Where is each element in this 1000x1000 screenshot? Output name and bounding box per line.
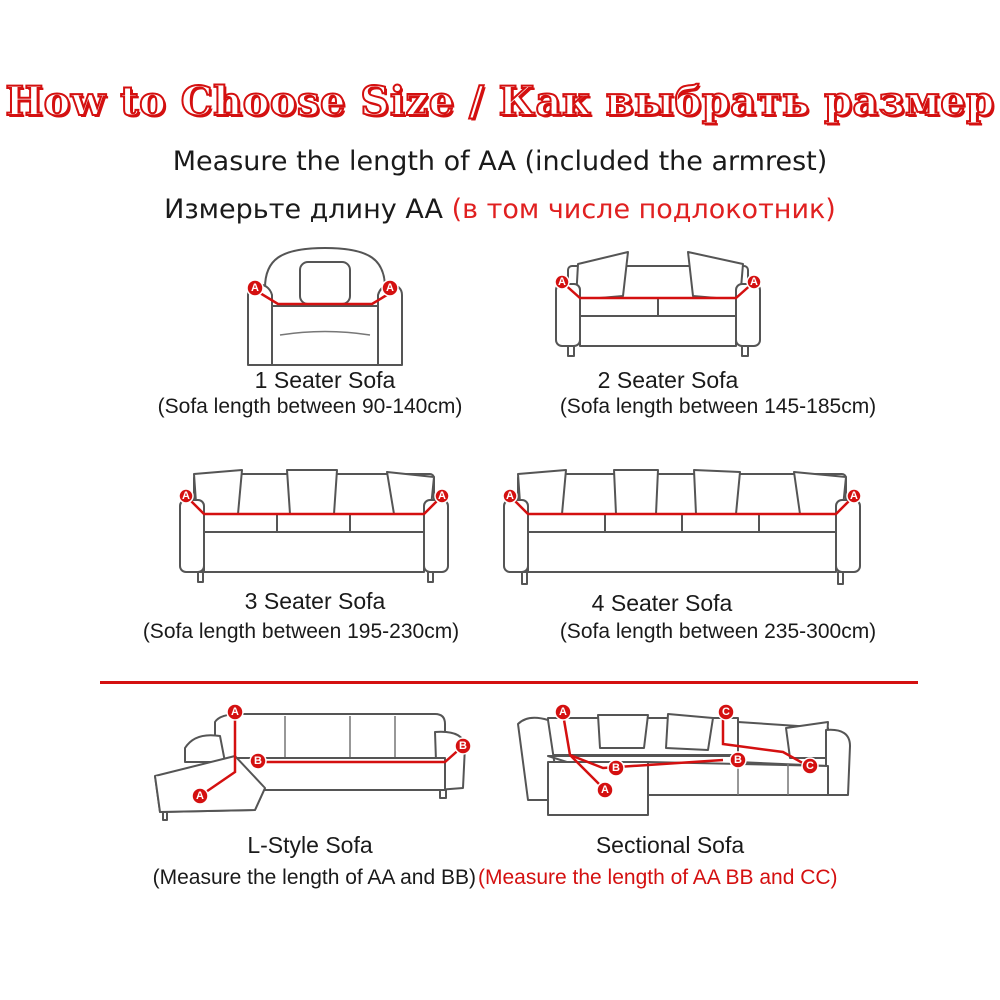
svg-text:B: B: [734, 754, 742, 766]
svg-text:C: C: [806, 760, 814, 772]
sofa-range-2-seater: (Sofa length between 145-185cm): [559, 395, 877, 418]
one-seater-sofa-illustration: [240, 240, 410, 375]
sofa-range-3-seater: (Sofa length between 195-230cm): [142, 620, 460, 643]
svg-text:A: A: [850, 490, 858, 502]
sofa-name-1-seater: 1 Seater Sofa: [254, 367, 396, 393]
sofa-range-4-seater: (Sofa length between 235-300cm): [559, 620, 877, 643]
svg-text:A: A: [251, 282, 259, 294]
svg-text:A: A: [601, 784, 609, 796]
svg-text:A: A: [750, 276, 758, 288]
sofa-name-4-seater: 4 Seater Sofa: [591, 590, 733, 616]
svg-text:C: C: [722, 706, 730, 718]
section-divider: [100, 681, 918, 684]
sofa-range-l-style: (Measure the length of AA and BB): [152, 866, 476, 889]
svg-text:A: A: [182, 490, 190, 502]
svg-text:B: B: [459, 740, 467, 752]
sofa-range-1-seater: (Sofa length between 90-140cm): [157, 395, 463, 418]
svg-text:A: A: [438, 490, 446, 502]
l-style-sofa-illustration: [145, 700, 480, 825]
svg-text:A: A: [386, 282, 394, 294]
svg-text:A: A: [231, 706, 239, 718]
sofa-name-3-seater: 3 Seater Sofa: [244, 588, 386, 614]
instruction-russian-highlight: (в том числе подлокотник): [451, 194, 836, 225]
two-seater-sofa-illustration: [548, 244, 768, 364]
four-seater-sofa-illustration: [496, 462, 868, 590]
page-title: How to Choose Size / Как выбрать размер: [5, 78, 995, 125]
three-seater-sofa-illustration: [172, 462, 457, 587]
sofa-name-2-seater: 2 Seater Sofa: [597, 367, 739, 393]
instruction-russian-main: Измерьте длину AA: [164, 194, 444, 225]
svg-text:B: B: [254, 755, 262, 767]
svg-text:A: A: [506, 490, 514, 502]
svg-text:A: A: [196, 790, 204, 802]
instruction-english: Measure the length of AA (included the armrest): [172, 146, 828, 177]
svg-text:A: A: [558, 276, 566, 288]
instruction-russian: [0, 194, 1000, 225]
sectional-sofa-illustration: [508, 700, 860, 825]
sofa-name-sectional: Sectional Sofa: [595, 832, 745, 858]
sofa-name-l-style: L-Style Sofa: [247, 832, 373, 858]
svg-text:B: B: [612, 762, 620, 774]
svg-text:A: A: [559, 706, 567, 718]
sofa-range-sectional: (Measure the length of AA BB and CC): [478, 866, 838, 889]
